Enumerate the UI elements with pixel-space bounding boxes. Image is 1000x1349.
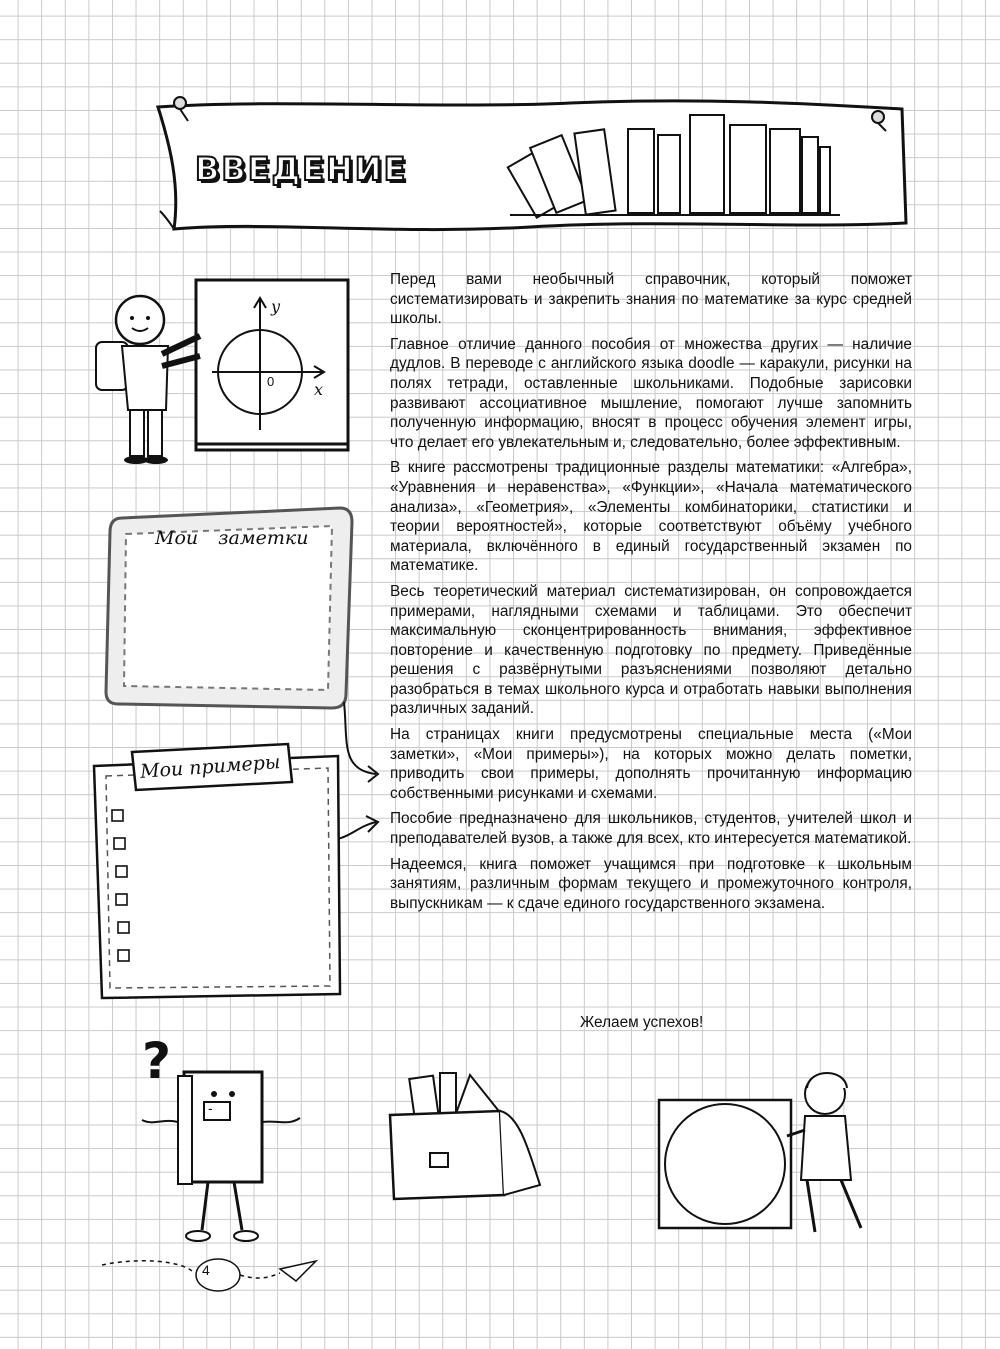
- closing-wish: Желаем успехов!: [580, 1014, 704, 1031]
- graph-y-label: y: [271, 297, 281, 316]
- intro-text: [390, 270, 912, 919]
- paragraph: Весь теоретический материал систематизирован, он сопровождается примерами, наглядными схемами и таблицами. Это обеспечит максимальную сконцентрированность внимания, эффективное повторение и качественную подготовку по предмету. Приведённые решения с развёрнутыми разъяснениями позволяют детально разобраться в темах школьного курса и отработать навыки выполнения различных заданий.: [390, 582, 912, 718]
- paragraph: Перед вами необычный справочник, который поможет систематизировать и закрепить знания по математике за курс средней школы.: [390, 271, 912, 328]
- svg-text:?: ?: [142, 1032, 172, 1090]
- paragraph: Пособие предназначено для школьников, студентов, учителей школ и преподавателей вузов, а также для всех, кто интересуется математикой.: [390, 810, 912, 848]
- my-examples-box[interactable]: [92, 742, 342, 1000]
- paper-plane-icon: [280, 1261, 316, 1281]
- page-number-path-icon: [100, 1255, 330, 1295]
- book-face-mark: -: [208, 1100, 213, 1116]
- confused-book-illustration: [132, 1030, 312, 1260]
- boy-with-graph-illustration: [92, 270, 354, 470]
- page-number: 4: [202, 1262, 210, 1278]
- paragraph: Надеемся, книга поможет учащимся при подготовке к школьным занятиям, различным формам текущего и промежуточного контроля, выпускникам — к сдаче единого государственного экзамена.: [390, 855, 912, 912]
- graph-origin-label: 0: [267, 374, 275, 389]
- graph-x-label: x: [314, 380, 324, 399]
- school-bag-illustration: [380, 1055, 550, 1205]
- page-title: ВВЕДЕНИЕ: [195, 150, 408, 188]
- paragraph: В книге рассмотрены традиционные разделы математики: «Алгебра», «Уравнения и неравенства», «Функции», «Начала математического анализа», «Геометрия», «Элементы комбинаторики, статистики и теории вероятностей», которые соответствуют объёму учебного материала, включённого в единый государственный экзамен по математике.: [390, 459, 912, 575]
- my-notes-label: Мои заметки: [155, 527, 309, 549]
- my-examples-label: Мои примеры: [139, 751, 282, 783]
- paragraph: Главное отличие данного пособия от множества других — наличие дудлов. В переводе с английского языка doodle — каракули, рисунки на полях тетради, оставленные школьниками. Подобные зарисовки развивают ассоциативное мышление, помогают лучше запомнить полученную информацию, вносят в процесс обучения элемент игры, что делает его увлекательным и, следовательно, более эффективным.: [390, 335, 912, 451]
- paragraph: На страницах книги предусмотрены специальные места («Мои заметки», «Мои примеры»), на которых можно делать пометки, приводить свои примеры, дополнять прочитанную информацию собственными рисунками и схемами.: [390, 726, 912, 802]
- girl-pushing-square-illustration: [655, 1060, 885, 1240]
